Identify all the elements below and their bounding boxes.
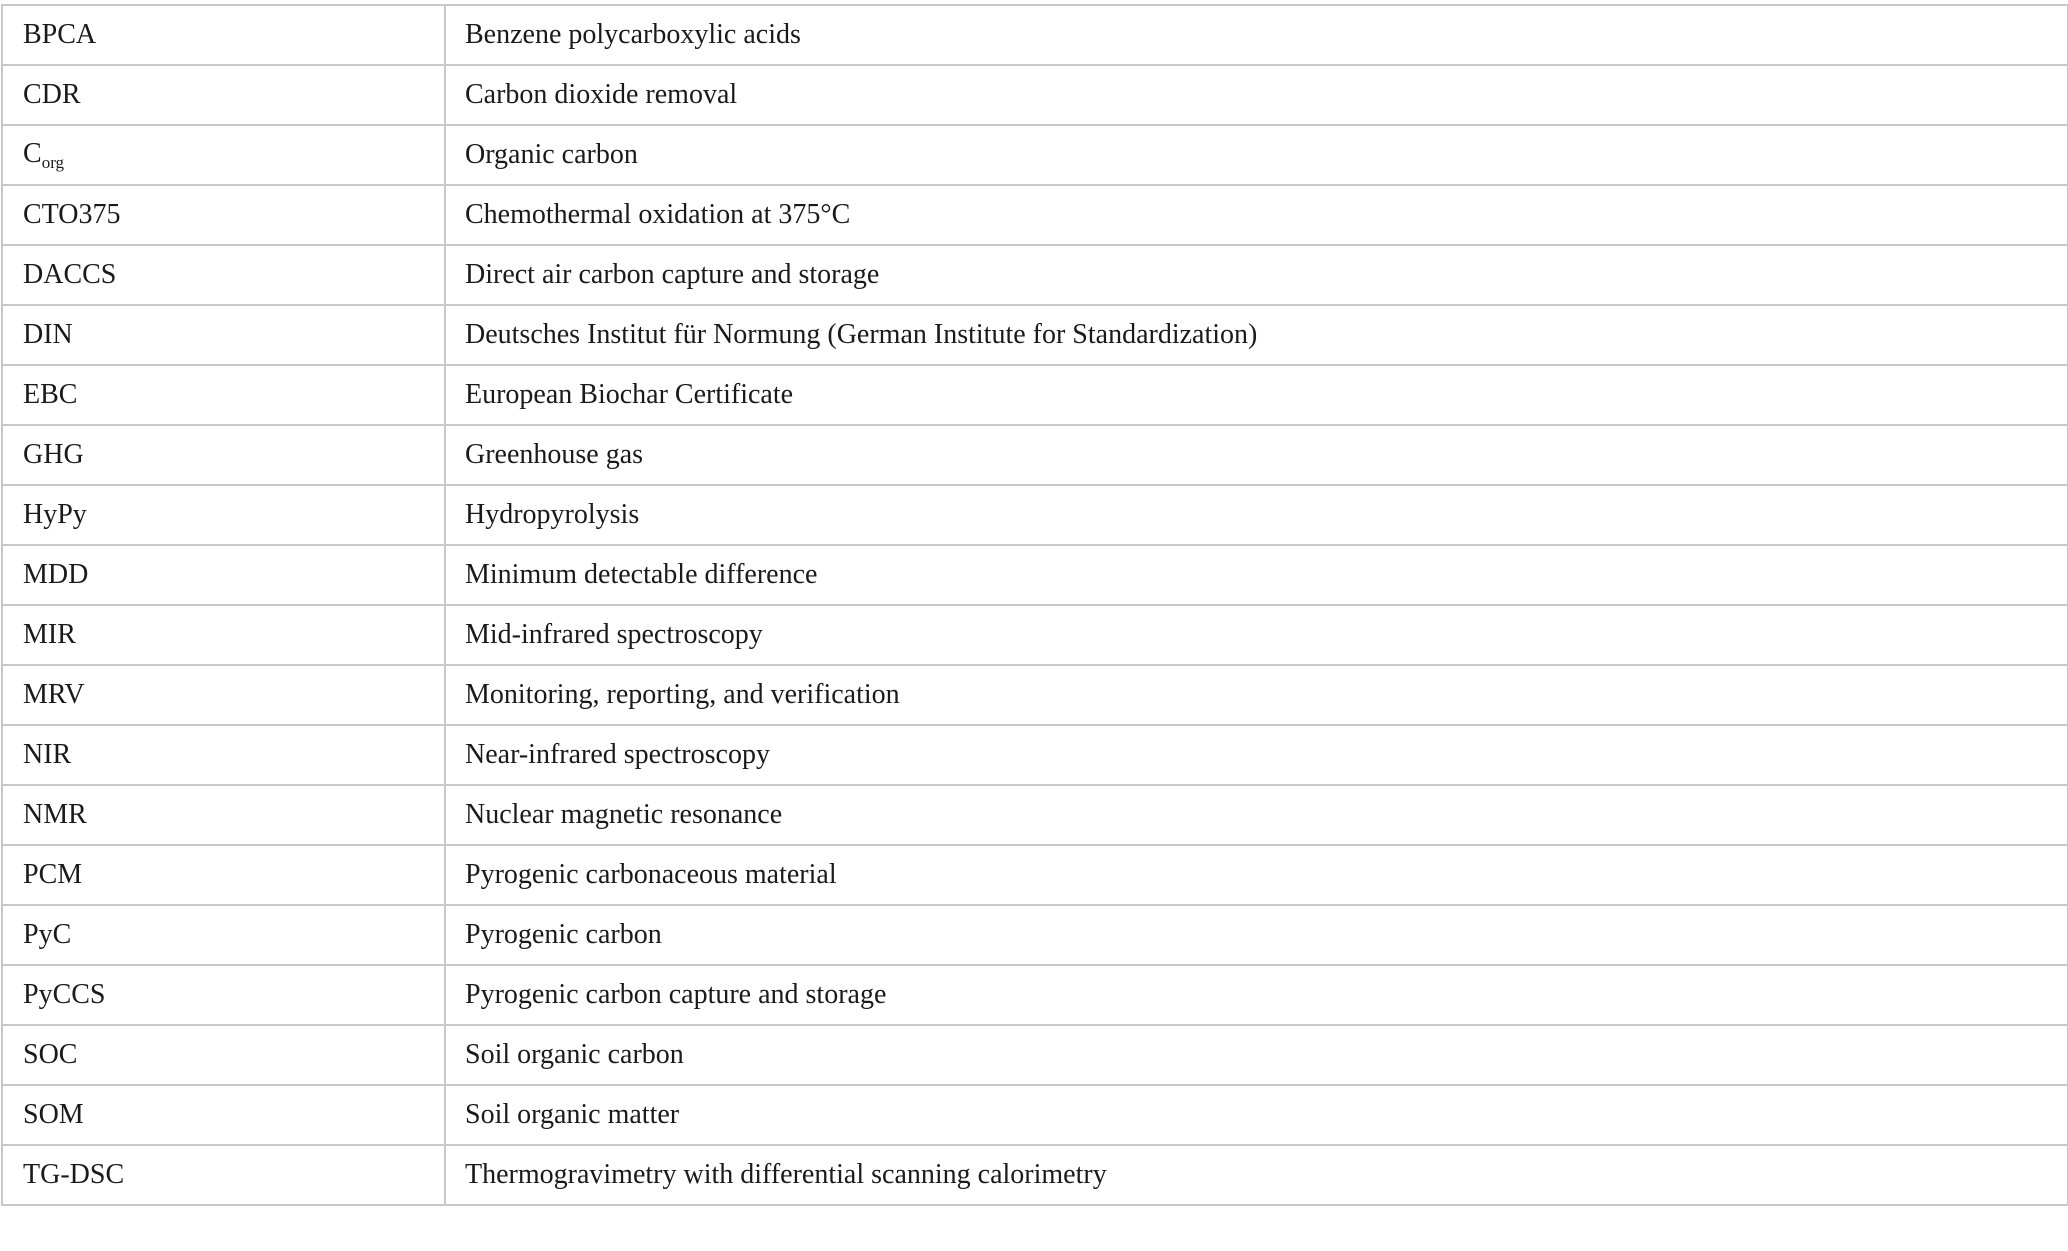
definition-cell: Direct air carbon capture and storage <box>445 245 2068 305</box>
definition-cell: Soil organic matter <box>445 1085 2068 1145</box>
abbreviation-text: C <box>23 137 42 169</box>
definition-cell: European Biochar Certificate <box>445 365 2068 425</box>
abbreviation-cell: MDD <box>2 545 445 605</box>
abbreviation-cell: PyC <box>2 905 445 965</box>
table-row <box>2 905 2068 965</box>
definition-cell: Pyrogenic carbon <box>445 905 2068 965</box>
definition-cell: Monitoring, reporting, and verification <box>445 665 2068 725</box>
definition-cell: Pyrogenic carbonaceous material <box>445 845 2068 905</box>
table-row <box>2 365 2068 425</box>
abbreviation-cell: TG-DSC <box>2 1145 445 1205</box>
table-row <box>2 1085 2068 1145</box>
abbreviation-subscript: org <box>41 152 65 172</box>
abbreviation-cell: BPCA <box>2 5 445 65</box>
abbreviation-cell: MIR <box>2 605 445 665</box>
definition-cell: Hydropyrolysis <box>445 485 2068 545</box>
abbreviation-cell: DIN <box>2 305 445 365</box>
table-row <box>2 425 2068 485</box>
abbreviations-table <box>1 4 2068 1206</box>
abbreviation-cell: CTO375 <box>2 185 445 245</box>
table-row <box>2 125 2068 185</box>
abbreviation-cell: EBC <box>2 365 445 425</box>
abbreviation-cell: SOM <box>2 1085 445 1145</box>
table-row <box>2 485 2068 545</box>
abbreviation-cell: NMR <box>2 785 445 845</box>
definition-cell: Greenhouse gas <box>445 425 2068 485</box>
table-row <box>2 245 2068 305</box>
abbreviation-cell: PyCCS <box>2 965 445 1025</box>
abbreviation-cell: NIR <box>2 725 445 785</box>
table-row <box>2 545 2068 605</box>
abbreviation-cell: PCM <box>2 845 445 905</box>
table-row <box>2 1145 2068 1205</box>
table-row <box>2 725 2068 785</box>
table-row <box>2 1025 2068 1085</box>
table-row <box>2 605 2068 665</box>
abbreviation-cell: GHG <box>2 425 445 485</box>
definition-cell: Chemothermal oxidation at 375°C <box>445 185 2068 245</box>
definition-cell: Deutsches Institut für Normung (German Institute for Standardization) <box>445 305 2068 365</box>
definition-cell: Minimum detectable difference <box>445 545 2068 605</box>
definition-cell: Mid-infrared spectroscopy <box>445 605 2068 665</box>
table-row <box>2 785 2068 845</box>
abbreviation-cell: MRV <box>2 665 445 725</box>
definition-cell: Near-infrared spectroscopy <box>445 725 2068 785</box>
abbreviation-cell: HyPy <box>2 485 445 545</box>
abbreviation-cell: SOC <box>2 1025 445 1085</box>
table-row <box>2 845 2068 905</box>
table-row <box>2 305 2068 365</box>
definition-cell: Soil organic carbon <box>445 1025 2068 1085</box>
table-row <box>2 185 2068 245</box>
table-row <box>2 965 2068 1025</box>
table-row <box>2 665 2068 725</box>
abbreviation-cell: DACCS <box>2 245 445 305</box>
definition-cell: Benzene polycarboxylic acids <box>445 5 2068 65</box>
table-row <box>2 5 2068 65</box>
definition-cell: Nuclear magnetic resonance <box>445 785 2068 845</box>
definition-cell: Carbon dioxide removal <box>445 65 2068 125</box>
definition-cell: Pyrogenic carbon capture and storage <box>445 965 2068 1025</box>
definition-cell: Thermogravimetry with differential scanning calorimetry <box>445 1145 2068 1205</box>
abbreviation-cell <box>2 125 445 185</box>
table-row <box>2 65 2068 125</box>
definition-cell: Organic carbon <box>445 125 2068 185</box>
abbreviation-cell: CDR <box>2 65 445 125</box>
